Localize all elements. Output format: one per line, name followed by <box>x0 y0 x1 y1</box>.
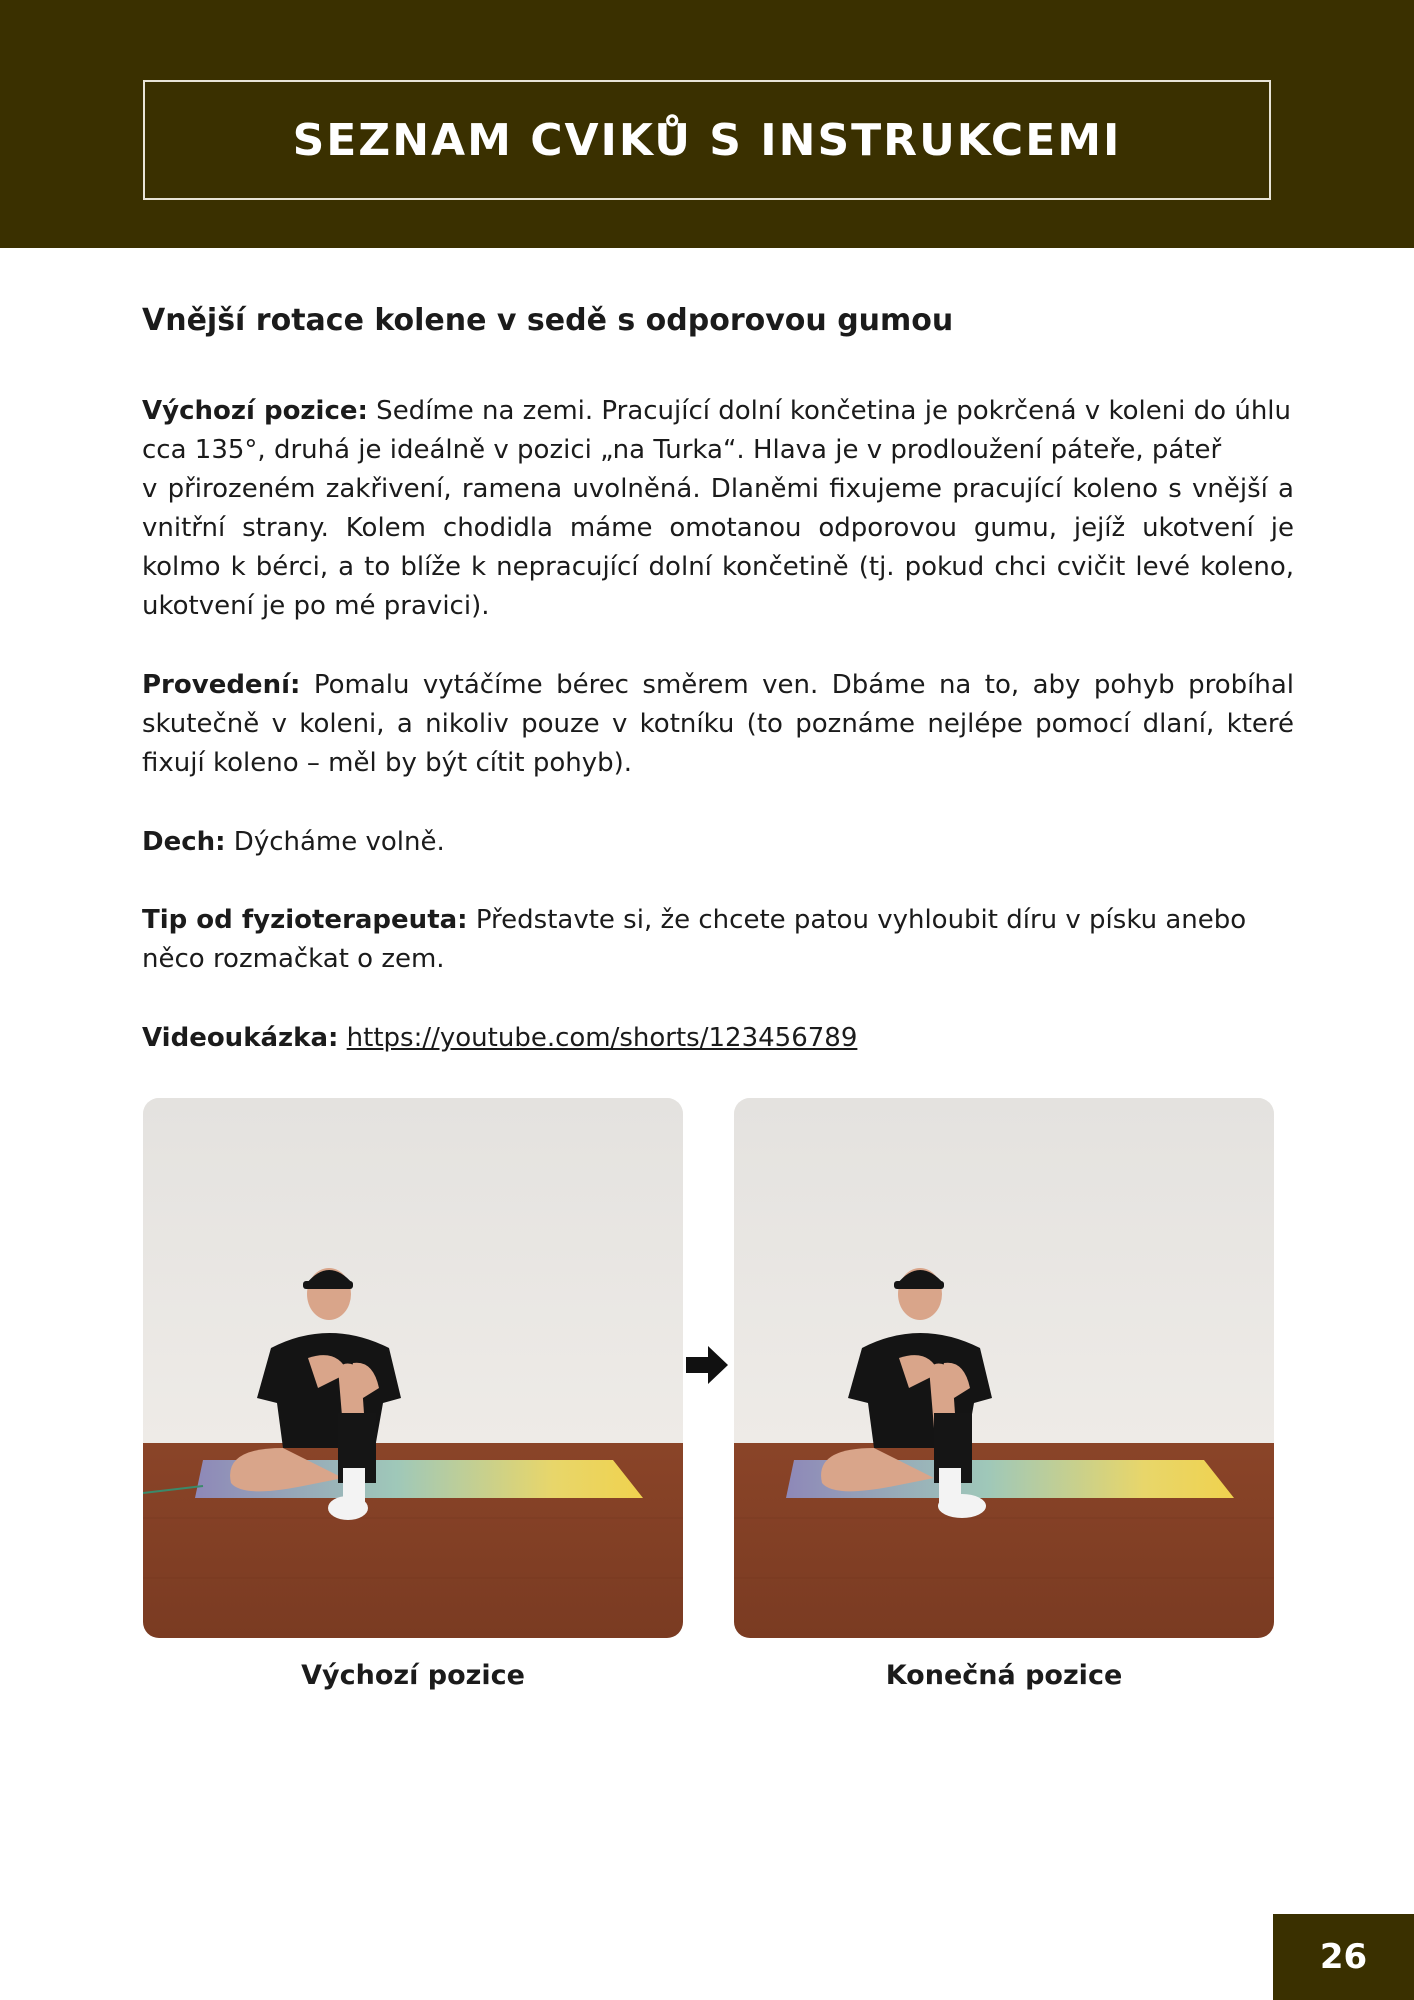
start-position-label: Výchozí pozice: <box>142 396 368 426</box>
video-label: Videoukázka: <box>142 1023 339 1053</box>
end-position-caption: Konečná pozice <box>885 1660 1123 1691</box>
tip-label: Tip od fyzioterapeuta: <box>142 905 468 935</box>
breath-paragraph <box>142 823 1294 862</box>
page-number-box <box>1273 1914 1414 2000</box>
breath-text: Dýcháme volně. <box>225 827 445 857</box>
video-link[interactable]: https://youtube.com/shorts/123456789 <box>346 1023 858 1053</box>
video-paragraph <box>142 1019 1294 1058</box>
tip-paragraph <box>142 901 1272 979</box>
end-position-photo <box>734 1098 1274 1638</box>
breath-label: Dech: <box>142 827 226 857</box>
start-position-caption: Výchozí pozice <box>301 1660 525 1691</box>
start-position-line1 <box>142 392 1294 431</box>
start-position-text-1: Sedíme na zemi. Pracující dolní končetina je pokrčená v koleni do úhlu <box>367 396 1291 426</box>
execution-label: Provedení: <box>142 670 301 700</box>
start-position-photo <box>143 1098 683 1638</box>
start-position-paragraph <box>142 392 1294 626</box>
start-position-rest: v přirozeném zakřivení, ramena uvolněná. Dlaněmi fixujeme pracující koleno s vnější a vnitřní strany. Kolem chodidla máme omotanou odporovou gumu, jejíž ukotvení je kolmo k bérci, a to blíže k nepracující dolní končetině (tj. pokud chci cvičit levé koleno, ukotvení je po mé pravici). <box>142 474 1294 621</box>
tip-text: Představte si, že chcete patou vyhloubit díru v písku anebo něco rozmačkat o zem. <box>142 905 1247 974</box>
execution-paragraph <box>142 666 1294 783</box>
start-position-line2: cca 135°, druhá je ideálně v pozici „na Turka“. Hlava je v prodloužení páteře, páteř <box>142 435 1222 465</box>
header-frame <box>143 80 1271 200</box>
page-number: 26 <box>1319 1937 1368 1977</box>
page-header-title: SEZNAM CVIKŮ S INSTRUKCEMI <box>292 114 1122 166</box>
header-band <box>0 0 1414 248</box>
exercise-title: Vnější rotace kolene v sedě s odporovou gumou <box>142 303 954 338</box>
execution-text: Pomalu vytáčíme bérec směrem ven. Dbáme na to, aby pohyb probíhal skutečně v koleni, a nikoliv pouze v kotníku (to poznáme nejlépe pomocí dlaní, které fixují koleno – měl by být cítit pohyb). <box>142 670 1294 778</box>
arrow-right-icon <box>686 1346 728 1388</box>
